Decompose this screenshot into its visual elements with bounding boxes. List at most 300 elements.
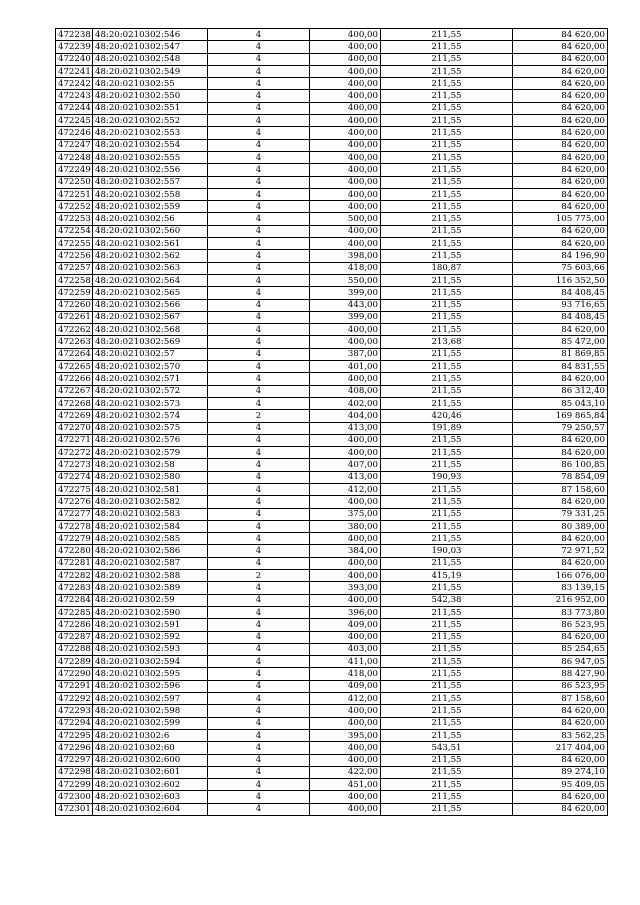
group-cell: 4 [208,287,310,299]
table-row [56,385,608,397]
group-cell: 4 [208,385,310,397]
row-number-cell: 472246 [56,127,93,139]
area-cell: 400,00 [310,570,381,582]
row-number-cell: 472280 [56,545,93,557]
area-cell: 400,00 [310,373,381,385]
row-number-cell: 472240 [56,53,93,65]
cadastral-number-cell: 48:20:0210302:575 [93,422,208,434]
row-number-cell: 472257 [56,262,93,274]
unit-price-cell: 211,55 [381,631,513,643]
table-row [56,619,608,631]
area-cell: 400,00 [310,336,381,348]
row-number-cell: 472285 [56,606,93,618]
cadastral-value-cell: 84 620,00 [513,791,608,803]
group-cell: 4 [208,447,310,459]
table-row [56,717,608,729]
unit-price-cell: 211,55 [381,188,513,200]
table-row [56,496,608,508]
unit-price-cell: 211,55 [381,90,513,102]
cadastral-number-cell: 48:20:0210302:598 [93,705,208,717]
cadastral-value-cell: 84 620,00 [513,238,608,250]
cadastral-number-cell: 48:20:0210302:583 [93,508,208,520]
unit-price-cell: 211,55 [381,238,513,250]
table-row [56,361,608,373]
cadastral-value-cell: 84 620,00 [513,78,608,90]
cadastral-value-cell: 86 523,95 [513,619,608,631]
area-cell: 399,00 [310,287,381,299]
area-cell: 400,00 [310,225,381,237]
group-cell: 4 [208,102,310,114]
cadastral-number-cell: 48:20:0210302:599 [93,717,208,729]
area-cell: 400,00 [310,742,381,754]
row-number-cell: 472254 [56,225,93,237]
unit-price-cell: 543,51 [381,742,513,754]
group-cell: 4 [208,520,310,532]
cadastral-value-cell: 83 773,80 [513,606,608,618]
table-row [56,545,608,557]
cadastral-value-cell: 79 250,57 [513,422,608,434]
unit-price-cell: 211,55 [381,533,513,545]
cadastral-number-cell: 48:20:0210302:572 [93,385,208,397]
row-number-cell: 472259 [56,287,93,299]
cadastral-value-cell: 87 158,60 [513,693,608,705]
cadastral-number-cell: 48:20:0210302:560 [93,225,208,237]
unit-price-cell: 211,55 [381,78,513,90]
area-cell: 400,00 [310,631,381,643]
cadastral-number-cell: 48:20:0210302:573 [93,397,208,409]
group-cell: 4 [208,373,310,385]
table-row [56,705,608,717]
cadastral-number-cell: 48:20:0210302:592 [93,631,208,643]
unit-price-cell: 211,55 [381,115,513,127]
table-row [56,324,608,336]
cadastral-value-cell: 85 043,10 [513,397,608,409]
area-cell: 400,00 [310,705,381,717]
table-row [56,151,608,163]
cadastral-number-cell: 48:20:0210302:555 [93,151,208,163]
unit-price-cell: 211,55 [381,151,513,163]
area-cell: 413,00 [310,422,381,434]
table-row [56,78,608,90]
area-cell: 400,00 [310,791,381,803]
unit-price-cell: 211,55 [381,385,513,397]
cadastral-value-cell: 79 331,25 [513,508,608,520]
unit-price-cell: 211,55 [381,803,513,815]
cadastral-number-cell: 48:20:0210302:603 [93,791,208,803]
unit-price-cell: 211,55 [381,397,513,409]
table-row [56,139,608,151]
group-cell: 4 [208,127,310,139]
cadastral-value-cell: 84 620,00 [513,434,608,446]
table-row [56,422,608,434]
cadastral-number-cell: 48:20:0210302:60 [93,742,208,754]
cadastral-number-cell: 48:20:0210302:563 [93,262,208,274]
cadastral-number-cell: 48:20:0210302:559 [93,201,208,213]
table-row [56,238,608,250]
group-cell: 4 [208,324,310,336]
row-number-cell: 472300 [56,791,93,803]
row-number-cell: 472262 [56,324,93,336]
unit-price-cell: 211,55 [381,693,513,705]
cadastral-number-cell: 48:20:0210302:576 [93,434,208,446]
unit-price-cell: 190,03 [381,545,513,557]
group-cell: 4 [208,176,310,188]
cadastral-value-cell: 84 620,00 [513,65,608,77]
cadastral-value-cell: 84 620,00 [513,53,608,65]
document-page [55,28,607,816]
cadastral-number-cell: 48:20:0210302:550 [93,90,208,102]
group-cell: 4 [208,545,310,557]
area-cell: 418,00 [310,262,381,274]
unit-price-cell: 211,55 [381,496,513,508]
area-cell: 400,00 [310,533,381,545]
cadastral-number-cell: 48:20:0210302:604 [93,803,208,815]
row-number-cell: 472265 [56,361,93,373]
area-cell: 401,00 [310,361,381,373]
row-number-cell: 472283 [56,582,93,594]
area-cell: 380,00 [310,520,381,532]
table-row [56,299,608,311]
area-cell: 412,00 [310,693,381,705]
group-cell: 4 [208,361,310,373]
cadastral-value-cell: 83 562,25 [513,729,608,741]
row-number-cell: 472274 [56,471,93,483]
area-cell: 409,00 [310,680,381,692]
cadastral-number-cell: 48:20:0210302:594 [93,656,208,668]
table-row [56,693,608,705]
group-cell: 4 [208,225,310,237]
group-cell: 4 [208,631,310,643]
row-number-cell: 472252 [56,201,93,213]
cadastral-value-cell: 84 408,45 [513,311,608,323]
unit-price-cell: 211,55 [381,274,513,286]
table-row [56,102,608,114]
cadastral-value-cell: 84 408,45 [513,287,608,299]
area-cell: 400,00 [310,324,381,336]
cadastral-value-cell: 84 620,00 [513,705,608,717]
unit-price-cell: 211,55 [381,766,513,778]
cadastral-value-cell: 105 775,00 [513,213,608,225]
area-cell: 400,00 [310,434,381,446]
unit-price-cell: 211,55 [381,483,513,495]
table-row [56,803,608,815]
row-number-cell: 472251 [56,188,93,200]
unit-price-cell: 211,55 [381,447,513,459]
table-row [56,274,608,286]
area-cell: 418,00 [310,668,381,680]
row-number-cell: 472239 [56,41,93,53]
row-number-cell: 472296 [56,742,93,754]
group-cell: 4 [208,742,310,754]
unit-price-cell: 211,55 [381,557,513,569]
row-number-cell: 472256 [56,250,93,262]
table-row [56,188,608,200]
area-cell: 400,00 [310,754,381,766]
cadastral-number-cell: 48:20:0210302:579 [93,447,208,459]
group-cell: 4 [208,754,310,766]
unit-price-cell: 420,46 [381,410,513,422]
row-number-cell: 472294 [56,717,93,729]
row-number-cell: 472267 [56,385,93,397]
group-cell: 4 [208,299,310,311]
unit-price-cell: 190,93 [381,471,513,483]
row-number-cell: 472260 [56,299,93,311]
area-cell: 408,00 [310,385,381,397]
table-row [56,397,608,409]
table-row [56,410,608,422]
cadastral-number-cell: 48:20:0210302:549 [93,65,208,77]
unit-price-cell: 211,55 [381,619,513,631]
group-cell: 4 [208,188,310,200]
table-row [56,594,608,606]
cadastral-value-cell: 84 620,00 [513,324,608,336]
cadastral-number-cell: 48:20:0210302:580 [93,471,208,483]
cadastral-value-cell: 84 620,00 [513,803,608,815]
group-cell: 4 [208,274,310,286]
table-row [56,729,608,741]
group-cell: 4 [208,201,310,213]
cadastral-number-cell: 48:20:0210302:590 [93,606,208,618]
cadastral-number-cell: 48:20:0210302:596 [93,680,208,692]
cadastral-value-cell: 84 620,00 [513,41,608,53]
cadastral-number-cell: 48:20:0210302:584 [93,520,208,532]
area-cell: 400,00 [310,717,381,729]
table-row [56,213,608,225]
group-cell: 4 [208,262,310,274]
cadastral-number-cell: 48:20:0210302:589 [93,582,208,594]
cadastral-number-cell: 48:20:0210302:571 [93,373,208,385]
cadastral-number-cell: 48:20:0210302:585 [93,533,208,545]
cadastral-number-cell: 48:20:0210302:591 [93,619,208,631]
cadastral-number-cell: 48:20:0210302:552 [93,115,208,127]
cadastral-number-cell: 48:20:0210302:567 [93,311,208,323]
group-cell: 4 [208,680,310,692]
unit-price-cell: 211,55 [381,53,513,65]
row-number-cell: 472298 [56,766,93,778]
cadastral-number-cell: 48:20:0210302:587 [93,557,208,569]
unit-price-cell: 211,55 [381,348,513,360]
group-cell: 4 [208,139,310,151]
group-cell: 4 [208,459,310,471]
cadastral-number-cell: 48:20:0210302:59 [93,594,208,606]
area-cell: 400,00 [310,594,381,606]
table-row [56,29,608,41]
group-cell: 4 [208,705,310,717]
row-number-cell: 472261 [56,311,93,323]
group-cell: 4 [208,619,310,631]
group-cell: 4 [208,643,310,655]
cadastral-value-table [55,28,608,816]
cadastral-number-cell: 48:20:0210302:546 [93,29,208,41]
area-cell: 384,00 [310,545,381,557]
area-cell: 400,00 [310,188,381,200]
group-cell: 4 [208,791,310,803]
row-number-cell: 472258 [56,274,93,286]
area-cell: 451,00 [310,779,381,791]
unit-price-cell: 211,55 [381,299,513,311]
table-row [56,115,608,127]
row-number-cell: 472269 [56,410,93,422]
unit-price-cell: 211,55 [381,250,513,262]
cadastral-value-cell: 84 620,00 [513,754,608,766]
table-row [56,520,608,532]
table-row [56,508,608,520]
area-cell: 400,00 [310,78,381,90]
row-number-cell: 472238 [56,29,93,41]
row-number-cell: 472275 [56,483,93,495]
row-number-cell: 472272 [56,447,93,459]
table-row [56,643,608,655]
group-cell: 4 [208,78,310,90]
row-number-cell: 472288 [56,643,93,655]
area-cell: 400,00 [310,164,381,176]
area-cell: 400,00 [310,115,381,127]
table-row [56,557,608,569]
cadastral-number-cell: 48:20:0210302:570 [93,361,208,373]
group-cell: 4 [208,164,310,176]
group-cell: 4 [208,422,310,434]
row-number-cell: 472242 [56,78,93,90]
row-number-cell: 472263 [56,336,93,348]
cadastral-value-cell: 93 716,65 [513,299,608,311]
row-number-cell: 472278 [56,520,93,532]
cadastral-value-cell: 84 620,00 [513,164,608,176]
unit-price-cell: 211,55 [381,779,513,791]
row-number-cell: 472255 [56,238,93,250]
unit-price-cell: 211,55 [381,102,513,114]
cadastral-value-cell: 84 620,00 [513,102,608,114]
cadastral-value-cell: 81 869,85 [513,348,608,360]
area-cell: 393,00 [310,582,381,594]
cadastral-number-cell: 48:20:0210302:561 [93,238,208,250]
table-row [56,606,608,618]
unit-price-cell: 213,68 [381,336,513,348]
cadastral-value-cell: 84 620,00 [513,631,608,643]
row-number-cell: 472270 [56,422,93,434]
cadastral-value-cell: 72 971,52 [513,545,608,557]
row-number-cell: 472286 [56,619,93,631]
table-row [56,779,608,791]
table-row [56,742,608,754]
unit-price-cell: 542,38 [381,594,513,606]
cadastral-number-cell: 48:20:0210302:56 [93,213,208,225]
row-number-cell: 472264 [56,348,93,360]
row-number-cell: 472271 [56,434,93,446]
unit-price-cell: 211,55 [381,201,513,213]
table-row [56,65,608,77]
unit-price-cell: 211,55 [381,668,513,680]
row-number-cell: 472295 [56,729,93,741]
unit-price-cell: 211,55 [381,41,513,53]
row-number-cell: 472289 [56,656,93,668]
unit-price-cell: 211,55 [381,754,513,766]
area-cell: 400,00 [310,557,381,569]
row-number-cell: 472290 [56,668,93,680]
unit-price-cell: 211,55 [381,717,513,729]
cadastral-value-cell: 88 427,90 [513,668,608,680]
cadastral-value-cell: 86 947,05 [513,656,608,668]
table-row [56,90,608,102]
row-number-cell: 472245 [56,115,93,127]
unit-price-cell: 211,55 [381,65,513,77]
unit-price-cell: 211,55 [381,176,513,188]
group-cell: 4 [208,250,310,262]
cadastral-value-cell: 84 620,00 [513,139,608,151]
area-cell: 402,00 [310,397,381,409]
row-number-cell: 472273 [56,459,93,471]
unit-price-cell: 211,55 [381,705,513,717]
table-row [56,656,608,668]
cadastral-value-cell: 87 158,60 [513,483,608,495]
cadastral-value-cell: 166 076,00 [513,570,608,582]
cadastral-value-cell: 84 620,00 [513,373,608,385]
cadastral-number-cell: 48:20:0210302:565 [93,287,208,299]
cadastral-value-cell: 84 620,00 [513,115,608,127]
cadastral-value-cell: 78 854,09 [513,471,608,483]
cadastral-value-cell: 84 620,00 [513,225,608,237]
group-cell: 4 [208,29,310,41]
row-number-cell: 472266 [56,373,93,385]
cadastral-value-cell: 84 620,00 [513,90,608,102]
row-number-cell: 472276 [56,496,93,508]
group-cell: 4 [208,594,310,606]
cadastral-number-cell: 48:20:0210302:574 [93,410,208,422]
table-row [56,311,608,323]
table-body [56,29,608,816]
cadastral-value-cell: 169 865,84 [513,410,608,422]
cadastral-number-cell: 48:20:0210302:58 [93,459,208,471]
row-number-cell: 472301 [56,803,93,815]
unit-price-cell: 211,55 [381,680,513,692]
cadastral-number-cell: 48:20:0210302:557 [93,176,208,188]
cadastral-number-cell: 48:20:0210302:556 [93,164,208,176]
unit-price-cell: 211,55 [381,434,513,446]
unit-price-cell: 211,55 [381,361,513,373]
area-cell: 400,00 [310,53,381,65]
cadastral-value-cell: 84 620,00 [513,151,608,163]
unit-price-cell: 211,55 [381,643,513,655]
cadastral-number-cell: 48:20:0210302:582 [93,496,208,508]
group-cell: 4 [208,668,310,680]
row-number-cell: 472287 [56,631,93,643]
unit-price-cell: 211,55 [381,791,513,803]
cadastral-value-cell: 75 603,66 [513,262,608,274]
cadastral-value-cell: 84 620,00 [513,533,608,545]
unit-price-cell: 211,55 [381,127,513,139]
table-row [56,348,608,360]
table-row [56,41,608,53]
area-cell: 412,00 [310,483,381,495]
area-cell: 400,00 [310,151,381,163]
table-row [56,176,608,188]
table-row [56,164,608,176]
table-row [56,127,608,139]
row-number-cell: 472249 [56,164,93,176]
cadastral-value-cell: 216 952,00 [513,594,608,606]
table-row [56,373,608,385]
area-cell: 413,00 [310,471,381,483]
unit-price-cell: 211,55 [381,729,513,741]
group-cell: 4 [208,656,310,668]
area-cell: 443,00 [310,299,381,311]
area-cell: 398,00 [310,250,381,262]
cadastral-value-cell: 84 620,00 [513,717,608,729]
cadastral-value-cell: 84 620,00 [513,201,608,213]
unit-price-cell: 211,55 [381,311,513,323]
group-cell: 4 [208,348,310,360]
cadastral-value-cell: 84 620,00 [513,496,608,508]
cadastral-value-cell: 84 620,00 [513,29,608,41]
